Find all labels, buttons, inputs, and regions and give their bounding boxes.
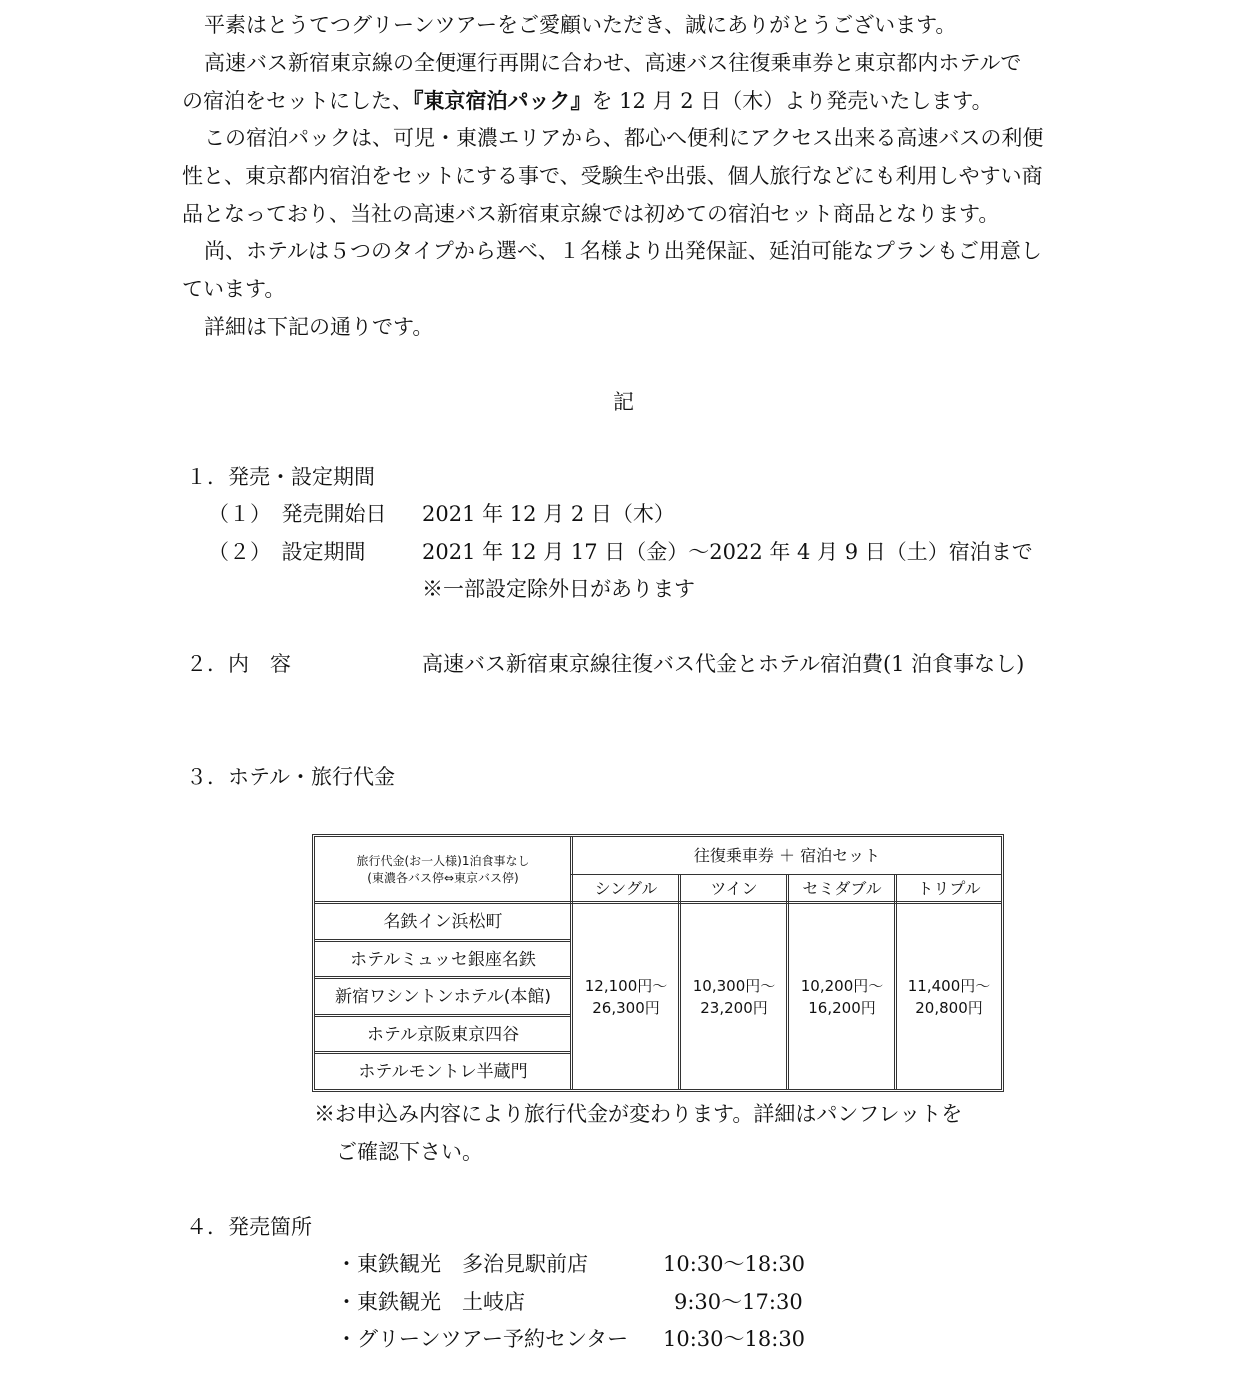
price-triple-from: 11,400円～ <box>907 976 991 995</box>
section-3-heading: ３．ホテル・旅行代金 <box>186 765 395 789</box>
location-hours-3: 10:30～18:30 <box>663 1327 806 1351</box>
intro-line-5: 性と、東京都内宿泊をセットにする事で、受験生や出張、個人旅行などにも利用しやすい商 <box>182 164 1043 188</box>
intro-line-6: 品となっており、当社の高速バス新宿東京線では初めての宿泊セット商品となります。 <box>182 202 1000 226</box>
corner-line-1: 旅行代金(お一人様)1泊食事なし <box>356 854 530 868</box>
price-single-from: 12,100円～ <box>584 976 668 995</box>
location-hours-2: 9:30～17:30 <box>674 1290 803 1314</box>
section-4-heading: ４．発売箇所 <box>186 1215 312 1239</box>
section-1-item-2-value: 2021 年 12 月 17 日（金）～2022 年 4 月 9 日（土）宿泊まで <box>422 540 1033 564</box>
section-1-item-1-label: （１） 発売開始日 <box>208 502 387 526</box>
column-header-twin: ツイン <box>710 879 758 898</box>
hotel-name-1: 名鉄イン浜松町 <box>383 912 503 932</box>
price-semi-double-from: 10,200円～ <box>800 976 884 995</box>
price-single <box>573 904 679 1089</box>
location-name-1: ・東鉄観光 多治見駅前店 <box>336 1252 588 1276</box>
section-1-item-2-label: （２） 設定期間 <box>208 540 366 564</box>
price-table <box>312 834 1004 1092</box>
intro-line-8: ています。 <box>182 277 286 301</box>
table-corner-header <box>315 837 571 903</box>
section-2-heading: ２．内 容 <box>186 652 291 676</box>
hotel-name-4: ホテル京阪東京四谷 <box>366 1024 520 1045</box>
intro-line-3-post: を 12 月 2 日（木）より発売いたします。 <box>591 89 993 113</box>
intro-line-1: 平素はとうてつグリーンツアーをご愛顧いただき、誠にありがとうございます。 <box>204 13 957 37</box>
column-header-single: シングル <box>594 879 658 898</box>
hotel-name-2: ホテルミュッセ銀座名鉄 <box>350 949 536 970</box>
intro-line-2: 高速バス新宿東京線の全便運行再開に合わせ、高速バス往復乗車券と東京都内ホテルで <box>204 51 1022 75</box>
price-twin <box>681 904 787 1089</box>
price-semi-double-to: 16,200円 <box>808 998 876 1017</box>
intro-line-9: 詳細は下記の通りです。 <box>204 315 434 339</box>
column-header-triple: トリプル <box>917 879 981 898</box>
hotel-name-5: ホテルモントレ半蔵門 <box>358 1061 528 1082</box>
package-name: 『東京宿泊パック』 <box>413 89 592 113</box>
price-twin-from: 10,300円～ <box>692 976 776 995</box>
intro-line-4: この宿泊パックは、可児・東濃エリアから、都心へ便利にアクセス出来る高速バスの利便 <box>204 126 1044 150</box>
intro-line-3-pre: の宿泊をセットにした、 <box>182 89 413 113</box>
section-1-item-1-value: 2021 年 12 月 2 日（木） <box>422 502 675 526</box>
intro-line-7: 尚、ホテルは５つのタイプから選べ、１名様より出発保証、延泊可能なプランもご用意し <box>204 239 1042 263</box>
price-triple <box>897 904 1001 1089</box>
location-name-3: ・グリーンツアー予約センター <box>336 1327 629 1351</box>
price-semi-double <box>789 904 895 1089</box>
section-1-heading: １．発売・設定期間 <box>186 465 375 489</box>
column-header-semi-double: セミダブル <box>802 879 882 898</box>
ki-heading: 記 <box>613 390 634 414</box>
section-3-note-line-2: ご確認下さい。 <box>336 1140 483 1164</box>
section-1-note: ※一部設定除外日があります <box>422 577 695 601</box>
price-single-to: 26,300円 <box>592 998 660 1017</box>
price-triple-to: 20,800円 <box>915 998 983 1017</box>
location-name-2: ・東鉄観光 土岐店 <box>336 1290 525 1314</box>
price-twin-to: 23,200円 <box>700 998 768 1017</box>
hotel-name-3: 新宿ワシントンホテル(本館) <box>335 987 551 1007</box>
table-group-header: 往復乗車券 ＋ 宿泊セット <box>693 845 881 865</box>
section-3-note-line-1: ※お申込み内容により旅行代金が変わります。詳細はパンフレットを <box>314 1102 963 1126</box>
corner-line-2: (東濃各バス停⇔東京バス停) <box>367 871 519 885</box>
section-2-value: 高速バス新宿東京線往復バス代金とホテル宿泊費(1 泊食事なし) <box>422 652 1025 676</box>
intro-line-3 <box>182 88 993 114</box>
location-hours-1: 10:30～18:30 <box>663 1252 806 1276</box>
